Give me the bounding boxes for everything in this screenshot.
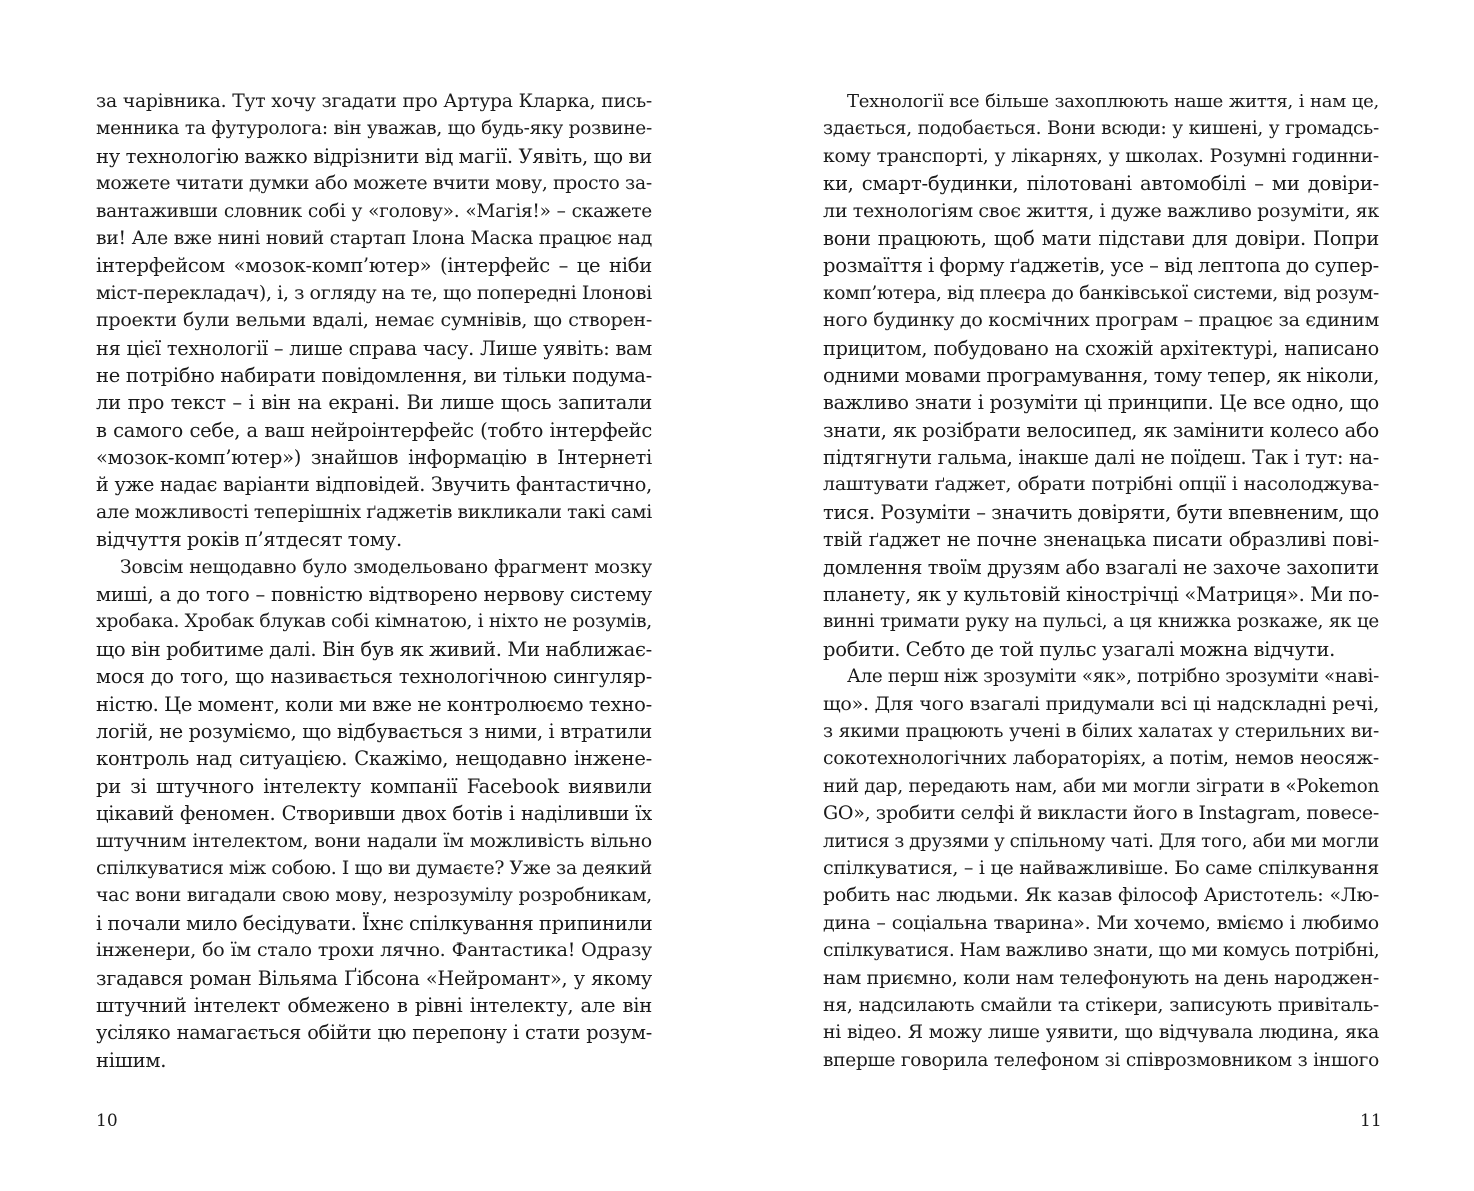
text-line: спілкуватися. Нам важливо знати, що ми комусь потрібні, [823,940,1379,962]
text-line: але можливості теперішніх ґаджетів викликали такі самі [96,501,652,523]
text-line: інтерфейсом «мозок-комп’ютер» (інтерфейс – це ніби [96,254,652,278]
left-page-body [96,88,652,1074]
text-line: з якими працюють учені в білих халатах у стерильних ви- [823,720,1379,742]
text-line: домлення твоїм друзям або взагалі не захоче захопити [823,555,1379,579]
text-line: вперше говорила телефоном зі співрозмовником з іншого [823,1049,1379,1071]
text-line: важливо знати і розуміти ці принципи. Це все одно, що [823,391,1379,415]
text-line: Зовсім нещодавно було змодельовано фрагмент мозку [120,556,652,578]
text-line: дина – соціальна тварина». Ми хочемо, вміємо і любимо [823,911,1379,934]
text-line: GO», зробити селфі й викласти його в Instagram, повесе- [823,802,1379,825]
text-line: знати, як розібрати велосипед, як замінити колесо або [823,418,1379,442]
text-line: підтягнути гальма, інакше далі не поїдеш. Так і тут: на- [823,446,1379,470]
text-line: вантаживши словник собі у «голову». «Магія!» – скажете [96,200,652,222]
text-line: цікавий феномен. Створивши двох ботів і наділивши їх [96,802,652,826]
text-line: штучний інтелект обмежено в рівні інтелекту, але він [96,993,652,1017]
text-line: винні тримати руку на пульсі, а ця книжка розкаже, як це [823,611,1379,633]
text-line: проекти були вельми вдалі, немає сумнівів, що створен- [96,309,652,332]
text-line: вони працюють, щоб мати підстави для довіри. Попри [823,226,1379,250]
text-line: ного будинку до космічних програм – працює за єдиним [823,309,1379,332]
text-line: усіляко намагається обійти цю перепону і стати розум- [96,1021,652,1045]
text-line: й уже надає варіанти відповідей. Звучить фантастично, [96,473,652,497]
text-line: ня, надсилають смайли та стікери, записують привіталь- [823,994,1379,1016]
right-page-body [823,88,1379,1074]
text-line: робити. Себто де той пульс узагалі можна відчути. [823,637,1336,661]
text-line: ви! Але вже нині новий стартап Ілона Маска працює над [96,227,652,249]
text-line: згадався роман Вільяма Ґібсона «Нейромант», у якому [96,966,652,990]
text-line: ні відео. Я можу лише уявити, що відчувала людина, яка [823,1022,1379,1044]
text-line: що він робитиме далі. Він був як живий. Ми наближає- [96,637,652,661]
text-line: «мозок-комп’ютер») знайшов інформацію в Інтернеті [96,446,652,470]
text-line: комп’ютера, від плеєра до банківської системи, від розум- [823,282,1379,304]
text-line: миші, а до того – повністю відтворено нервову систему [96,583,652,607]
text-line: одними мовами програмування, тому тепер, як ніколи, [823,363,1379,387]
text-line: ли про текст – і він на екрані. Ви лише щось запитали [96,391,652,415]
text-line: спілкуватися між собою. І що ви думаєте? Уже за деякий [96,857,652,879]
text-line: менника та футуролога: він уважав, що будь-яку розвине- [96,118,652,140]
text-line: литися з друзями у спільному чаті. Для того, аби ми могли [823,830,1379,852]
text-line: нам приємно, коли нам телефонують на день народжен- [823,966,1379,989]
text-line: відчуття років п’ятдесят тому. [96,528,402,552]
text-line: ністю. Це момент, коли ми вже не контролюємо техно- [96,692,652,716]
text-line: що». Для чого взагалі придумали всі ці надскладні речі, [823,692,1379,715]
text-line: Технології все більше захоплюють наше життя, і нам це, [847,91,1379,112]
text-line: штучним інтелектом, вони надали їм можливість вільно [96,829,652,852]
text-line: ли технологіям своє життя, і дуже важливо розуміти, як [823,199,1379,222]
text-line: ня цієї технології – лише справа часу. Лише уявіть: вам [96,336,652,360]
right-page-number: 11 [1360,1111,1382,1131]
text-line: і почали мило бесідувати. Їхнє спілкування припинили [96,911,652,935]
text-line: мося до того, що називається технологічною сингуляр- [96,665,652,689]
left-page-number: 10 [96,1111,118,1131]
text-line: логій, не розуміємо, що відбувається з ними, і втратили [96,719,652,743]
text-line: планету, як у культовій кінострічці «Матриця». Ми по- [823,583,1379,607]
text-line: Але перш ніж зрозуміти «як», потрібно зрозуміти «наві- [847,666,1379,688]
text-line: ки, смарт-будинки, пілотовані автомобілі – ми довіри- [823,172,1379,196]
text-line: тися. Розуміти – значить довіряти, бути впевненим, що [823,500,1379,524]
text-line: робить нас людьми. Як казав філософ Аристотель: «Лю- [823,884,1379,907]
text-line: твій ґаджет не почне зненацька писати образливі пові- [823,528,1379,552]
text-line: сокотехнологічних лабораторіях, а потім, немов неосяж- [823,748,1379,770]
text-line: інженери, бо їм стало трохи лячно. Фантастика! Одразу [96,939,652,962]
text-line: лаштувати ґаджет, обрати потрібні опції і насолоджува- [823,473,1379,496]
text-line: можете читати думки або можете вчити мову, просто за- [96,173,652,195]
text-line: нішим. [96,1048,167,1072]
text-line: прицитом, побудовано на схожій архітектурі, написано [823,336,1379,360]
text-line: час вони вигадали свою мову, незрозумілу розробникам, [96,885,652,907]
text-line: ний дар, передають нам, аби ми могли зіграти в «Pokemon [823,775,1379,797]
text-line: в самого себе, а ваш нейроінтерфейс (тобто інтерфейс [96,418,652,442]
text-line: ну технологію важко відрізнити від магії. Уявіть, що ви [96,144,652,168]
text-line: міст-перекладач), і, з огляду на те, що попередні Ілонові [96,281,652,304]
text-line: спілкуватися, – і це найважливіше. Бо саме спілкування [823,856,1379,879]
text-line: розмаїття і форму ґаджетів, усе – від лептопа до супер- [823,254,1379,278]
text-line: хробака. Хробак блукав собі кімнатою, і ніхто не розумів, [96,611,652,633]
text-line: за чарівника. Тут хочу згадати про Артура Кларка, пись- [96,91,652,112]
text-line: ри зі штучного інтелекту компанії Facebook виявили [96,774,652,798]
text-line: не потрібно набирати повідомлення, ви тільки подума- [96,363,652,387]
text-line: контроль над ситуацією. Скажімо, нещодавно інжене- [96,747,652,771]
text-line: здається, подобається. Вони всюди: у кишені, у громадсь- [823,118,1379,140]
text-line: кому транспорті, у лікарнях, у школах. Розумні годинни- [823,145,1379,167]
